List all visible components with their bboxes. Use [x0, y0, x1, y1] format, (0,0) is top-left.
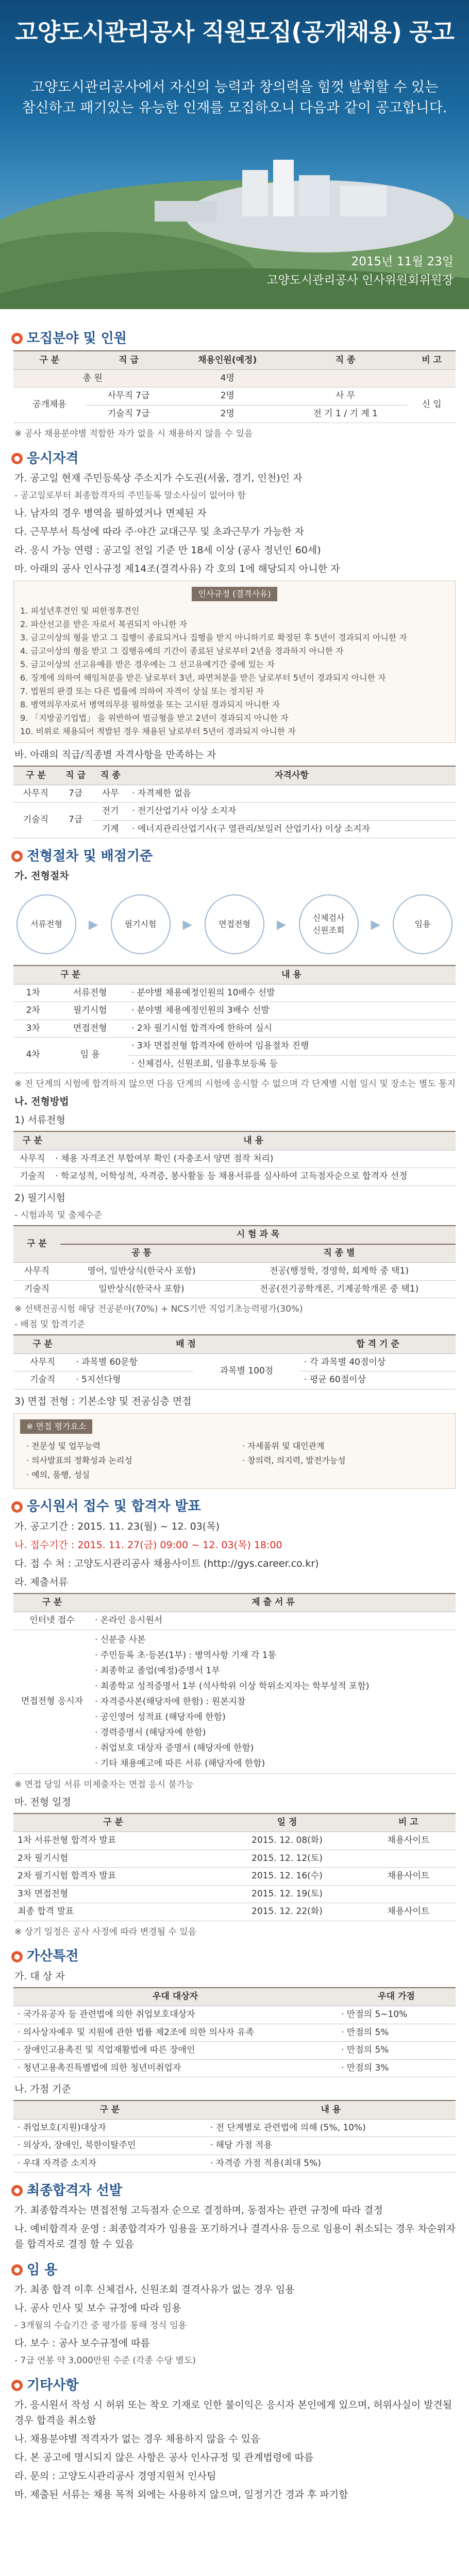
table-cell: 전공(행정학, 경영학, 회계학 중 택1) — [223, 1263, 456, 1281]
table-cell: · 만점의 3% — [337, 2059, 456, 2077]
col-header: 비 고 — [408, 351, 456, 369]
section-final-selection — [11, 2182, 458, 2252]
section-header — [11, 330, 458, 347]
col-header: 비 고 — [361, 1814, 456, 1832]
documents-table — [13, 1593, 456, 1774]
section-bonus-points — [11, 1948, 458, 2173]
col-header: 구 분 — [13, 965, 127, 984]
process-step: 서류전형 — [16, 894, 76, 954]
table-cell: · 분야별 채용예정인원의 3배수 선발 — [127, 1002, 456, 1020]
col-header: 구 분 — [13, 1335, 72, 1353]
table-cell: · 채용 자격조건 부합여부 확인 (자충조서 양면 점작 처리) — [51, 1150, 456, 1168]
text-line: 가. 공고일 현재 주민등록상 주소지가 수도권(서울, 경기, 인천)인 자 — [14, 472, 303, 484]
list-item: 1. 피성년후견인 및 피한정후견인 — [20, 606, 140, 616]
table-cell: 7급 — [58, 803, 93, 838]
col-header: 시 험 과 목 — [60, 1226, 456, 1244]
text-line: 바. 아래의 직급/직종별 자격사항을 만족하는 자 — [14, 749, 216, 760]
col-header: 구 분 — [13, 2100, 206, 2119]
table-cell: · 3차 면접전형 합격자에 한하여 임용절차 진행 — [127, 1038, 456, 1056]
main-content — [0, 309, 469, 2526]
table-cell: 3차 면접전형 — [13, 1885, 213, 1903]
bonus-target-table — [13, 1987, 456, 2078]
list-item: 5. 금고이상의 선고유예를 받은 경우에는 그 선고유예기간 중에 있는 자 — [20, 659, 275, 669]
list-item: · 전문성 및 업무능력 — [26, 1440, 100, 1451]
table-cell: · 에너지관리산업기사(구 열관리/보일러 산업기사) 이상 소지자 — [128, 820, 456, 838]
process-table — [13, 965, 456, 1073]
bonus-criteria-table — [13, 2100, 456, 2173]
subheading: 가. 전형절차 — [14, 870, 69, 882]
table-cell: · 의상자, 장애인, 북한이탈주민 — [13, 2137, 206, 2155]
bullet-icon: ● — [11, 2185, 23, 2196]
section-header — [11, 450, 458, 467]
table-cell: · 만점의 5% — [337, 2024, 456, 2042]
text-line: 라. 문의 : 고양도시관리공사 경영지원처 인사팀 — [14, 2470, 216, 2482]
table-cell: · 전기산업기사 이상 소지자 — [128, 803, 456, 821]
table-cell: 일반상식(한국사 포함) — [60, 1280, 223, 1298]
table-cell: 2차 — [13, 1002, 53, 1020]
table-cell: · 해당 가점 적용 — [206, 2137, 456, 2155]
table-cell: 사무직 — [13, 1263, 60, 1281]
table-cell — [361, 1850, 456, 1868]
section-header — [11, 2261, 458, 2279]
section-qualifications — [11, 450, 458, 838]
table-cell: 채용사이트 — [361, 1903, 456, 1921]
total-label: 총 원 — [13, 369, 172, 387]
footnote: ※ 면접 당일 서류 미제출자는 면접 응시 불가능 — [14, 1779, 194, 1790]
col-header: 직 종 — [283, 351, 408, 369]
table-cell: 3차 — [13, 1020, 53, 1038]
list-item: · 의사발표의 정확성과 논리성 — [26, 1455, 132, 1465]
col-header: 자격사항 — [128, 766, 456, 785]
intro-line: 참신하고 패기있는 유능한 인재를 모집하오니 다음과 같이 공고합니다. — [22, 100, 447, 116]
table-cell: · 자격제한 없음 — [128, 785, 456, 803]
footnote: ※ 상기 일정은 공사 사정에 따라 변경될 수 있음 — [14, 1926, 197, 1937]
subheading: 나. 가점 기준 — [14, 2083, 71, 2095]
col-header: 직 급 — [86, 351, 172, 369]
table-cell: 2015. 12. 12(토) — [213, 1850, 361, 1868]
text-line: - 7급 연봉 약 3,000만원 수준 (각종 수당 별도) — [14, 2355, 196, 2366]
process-step: 신체검사 신원조회 — [299, 894, 359, 954]
table-cell: 사무직 — [13, 1150, 51, 1168]
section-title: 기타사항 — [27, 2377, 79, 2393]
header-banner — [0, 0, 469, 309]
col-header: 직 종 별 — [223, 1244, 456, 1263]
col-header: 직 종 — [93, 766, 128, 785]
subheading-note: - 시험과목 및 출제수준 — [14, 1210, 103, 1221]
table-cell: 전기 — [93, 803, 128, 821]
list-item: 8. 병역의무자로서 병역의무를 필하였을 또는 고시된 경과되지 아니한 자 — [20, 700, 280, 709]
posting-date: 2015년 11월 23일 — [351, 255, 454, 268]
text-line: 라. 응시 가능 연령 : 공고일 전일 기준 만 18세 이상 (공사 정년인 60세) — [14, 545, 321, 556]
col-header: 제 출 서 류 — [91, 1594, 456, 1612]
table-cell — [361, 1885, 456, 1903]
col-header: 구 분 — [13, 1131, 51, 1150]
col-header: 내 용 — [206, 2100, 456, 2119]
table-cell: 인터넷 접수 — [13, 1612, 91, 1630]
subheading: 나. 전형방법 — [14, 1096, 69, 1107]
col-header: 배 점 — [72, 1335, 300, 1353]
list-item: 6. 징계에 의하여 해임처분을 받은 날로부터 3년, 파면처분을 받은 날로부터 5년이 경과되지 아니한 자 — [20, 673, 386, 683]
schedule-table — [13, 1813, 456, 1921]
col-header: 직 급 — [58, 766, 93, 785]
table-cell: 1차 서류전형 합격자 발표 — [13, 1832, 213, 1850]
table-cell: 사무 — [93, 785, 128, 803]
col-header: 우대 가점 — [337, 1988, 456, 2006]
section-header — [11, 1498, 458, 1516]
col-header: 채용인원(예정) — [172, 351, 283, 369]
subheading: 2) 필기시험 — [14, 1192, 65, 1204]
table-cell: · 만점의 5% — [337, 2042, 456, 2060]
section-title: 임 용 — [27, 2262, 58, 2278]
list-item: · 자세품위 및 대인관계 — [242, 1440, 325, 1451]
table-cell: 면접전형 — [53, 1020, 127, 1038]
section-title: 최종합격자 선발 — [27, 2182, 122, 2198]
text-line: 다. 근무부서 특성에 따라 주·야간 교대근무 및 초과근무가 가능한 자 — [14, 526, 304, 537]
section-header — [11, 2377, 458, 2394]
text-line[interactable]: 다. 접 수 처 : 고양도시관리공사 채용사이트 (http://gys.career.co.kr) — [14, 1557, 319, 1569]
subheading-note: - 배점 및 합격기준 — [14, 1319, 86, 1330]
process-flow — [16, 891, 453, 958]
table-cell: · 전 단계별로 관련법에 의해 (5%, 10%) — [206, 2119, 456, 2137]
process-step: 임용 — [393, 894, 453, 954]
section-title: 응시원서 접수 및 합격자 발표 — [27, 1499, 201, 1514]
table-cell: · 국가유공자 등 관련법에 의한 취업보호대상자 — [13, 2006, 337, 2024]
col-header: 구 분 — [13, 1594, 91, 1612]
table-cell: · 각 과목별 40점이상 — [300, 1353, 456, 1371]
text-line: 가. 공고기간 : 2015. 11. 23(월) ~ 12. 03(목) — [14, 1520, 220, 1532]
table-cell: · 자격증 가점 적용(최대 5%) — [206, 2155, 456, 2173]
col-header: 구 분 — [13, 351, 86, 369]
table-cell: 1차 — [13, 984, 53, 1002]
table-cell: 면접전형 응시자 — [13, 1630, 91, 1773]
text-line: 라. 제출서류 — [14, 1576, 68, 1588]
list-item: 2. 파산선고를 받은 자로서 복권되지 아니한 자 — [20, 619, 187, 629]
footnote: ※ 전 단계의 시험에 합격하지 않으면 다음 단계의 시험에 응시할 수 없으며 각 단계별 시험 일시 및 장소는 별도 통지 — [14, 1079, 456, 1089]
table-cell: 사 무 — [283, 387, 408, 405]
list-item: 7. 법원의 판결 또는 다른 법률에 의하여 자격이 상실 또는 정지된 자 — [20, 686, 264, 696]
table-cell: 2015. 12. 08(화) — [213, 1832, 361, 1850]
score-table — [13, 1334, 456, 1389]
text-line: 나. 공사 인사 및 보수 규정에 따라 임용 — [14, 2302, 181, 2314]
section-header — [11, 2182, 458, 2199]
disqualification-box — [13, 581, 456, 743]
box-caption: ※ 면접 평가요소 — [20, 1419, 92, 1434]
table-cell: 전공(전기공학개론, 기계공학개론 중 택1) — [223, 1280, 456, 1298]
table-cell: · 만점의 5~10% — [337, 2006, 456, 2024]
table-cell: · 5지선다형 — [72, 1371, 193, 1389]
box-caption: 인사규정 (결격사유) — [192, 587, 277, 601]
table-cell: 사무직 — [13, 1353, 72, 1371]
section-title: 모집분야 및 인원 — [27, 330, 127, 346]
text-line: 다. 본 공고에 명시되지 않은 사항은 공사 인사규정 및 관계법령에 따름 — [14, 2452, 314, 2463]
list-item: 10. 비위로 채용되어 적발된 경우 채용된 날로부터 5년이 경과되지 아니한 자 — [20, 726, 296, 736]
table-cell: 4차 — [13, 1038, 53, 1073]
table-cell: · 신분증 사본 · 주민등록 초·등본(1부) : 병역사항 기재 각 1통 · 최종학교 졸업(예정)증명서 1부 · 최종학교 성적증명서 1부 (석사학위 이상 학위소지자는 학부성적 포함) · 자격증사본(해당자에 한함) : 원본지참 · 공인영어 성적표 (해당자에 한함) · 경력증명서 (해당자에 한함) · 취업보호 대상자 증명서 (해당자에 한함) · 기타 채용예고에 따른 서류 (해당자에 한함) — [91, 1630, 456, 1773]
table-cell: 임 용 — [53, 1038, 127, 1073]
table-cell: · 평균 60점이상 — [300, 1371, 456, 1389]
section-recruitment-fields — [11, 330, 458, 440]
intro-text — [0, 77, 469, 118]
section-title: 가산특전 — [27, 1948, 79, 1964]
footnote: ※ 선택전공시험 해당 전공분야(70%) + NCS기반 직업기초능력평가(30%) — [14, 1304, 303, 1314]
posting-date-block — [266, 252, 454, 290]
exam-subject-table — [13, 1225, 456, 1299]
table-cell: · 청년고용촉진특별법에 의한 청년미취업자 — [13, 2059, 337, 2077]
table-cell: 기술직 — [13, 1168, 51, 1186]
col-header: 일 정 — [213, 1814, 361, 1832]
table-cell: · 장애인고용촉진 및 직업재활법에 따른 장애인 — [13, 2042, 337, 2060]
text-line: 마. 아래의 공사 인사규정 제14조(결격사유) 각 호의 1에 해당되지 아니한 자 — [14, 563, 340, 574]
table-cell: · 2차 필기시험 합격자에 한하여 실시 — [127, 1020, 456, 1038]
list-item: 4. 금고이상의 형을 받고 그 집행유예의 기간이 종료된 날로부터 2년을 경과하지 아니한 자 — [20, 646, 344, 656]
table-cell: 기술직 7급 — [86, 405, 172, 423]
table-cell: 기계 — [93, 820, 128, 838]
table-cell: 2015. 12. 19(토) — [213, 1885, 361, 1903]
text-line: 마. 제출된 서류는 채용 목적 외에는 사용하지 않으며, 일정기간 경과 후 파기함 — [14, 2489, 348, 2500]
table-cell: 과목별 100점 — [193, 1353, 300, 1389]
list-item: 9. 「지방공기업법」 을 위반하여 벌금형을 받고 2년이 경과되지 아니한 자 — [20, 713, 289, 723]
table-cell: 필기시험 — [53, 1002, 127, 1020]
table-cell: · 온라인 응시원서 — [91, 1612, 456, 1630]
posting-org: 고양도시관리공사 인사위원회위원장 — [266, 274, 454, 287]
arrow-right-icon: ▶ — [89, 917, 98, 931]
section-application — [11, 1498, 458, 1939]
table-cell: · 우대 자격증 소지자 — [13, 2155, 206, 2173]
text-line: - 공고일로부터 최종합격자의 주민등록 말소사실이 없어야 함 — [14, 490, 246, 501]
table-cell: 영어, 일반상식(한국사 포함) — [60, 1263, 223, 1281]
table-cell: · 과목별 60문항 — [72, 1353, 193, 1371]
table-cell: 사무직 7급 — [86, 387, 172, 405]
table-cell: 2차 필기시험 — [13, 1850, 213, 1868]
table-cell: 신 입 — [408, 387, 456, 423]
list-item: · 창의력, 의지력, 발전가능성 — [242, 1455, 346, 1465]
bullet-icon: ● — [11, 333, 23, 344]
table-cell: 채용사이트 — [361, 1868, 456, 1886]
footnote: ※ 공사 채용분야별 적합한 자가 없을 시 채용하지 않을 수 있음 — [14, 429, 253, 439]
bullet-icon: ● — [11, 1951, 23, 1962]
table-cell: 기술직 — [13, 1371, 72, 1389]
col-header: 내 용 — [127, 965, 456, 984]
document-screening-table — [13, 1131, 456, 1186]
text-line: 나. 접수기간 : 2015. 11. 27(금) 09:00 ~ 12. 03(목) 18:00 — [14, 1539, 282, 1551]
section-appointment — [11, 2261, 458, 2367]
table-cell: 7급 — [58, 785, 93, 803]
recruitment-table — [13, 350, 456, 423]
table-cell: 2명 — [172, 387, 283, 405]
table-cell: 2015. 12. 22(화) — [213, 1903, 361, 1921]
total-count: 4명 — [172, 369, 283, 387]
table-cell: · 학교성적, 어학성적, 자격증, 봉사활동 등 채용서류를 심사하여 고득점자순으로 합격자 선정 — [51, 1168, 456, 1186]
qualification-table — [13, 766, 456, 838]
section-title: 응시자격 — [27, 450, 79, 466]
process-step: 면접전형 — [205, 894, 264, 954]
text-line: - 3개월의 수습기간 중 평가를 통해 정식 임용 — [14, 2320, 187, 2331]
table-cell: 2명 — [172, 405, 283, 423]
subheading: 3) 면접 전형 : 기본소양 및 전공심층 면접 — [14, 1395, 192, 1407]
section-header — [11, 1948, 458, 1965]
table-cell: 2차 필기시험 합격자 발표 — [13, 1868, 213, 1886]
col-header: 구 분 — [13, 1226, 60, 1263]
intro-line: 고양도시관리공사에서 자신의 능력과 창의력을 힘껏 발휘할 수 있는 — [30, 79, 439, 95]
arrow-right-icon: ▶ — [371, 917, 380, 931]
bullet-icon: ● — [11, 1501, 23, 1513]
table-cell: · 의사상자예우 및 지원에 관한 법률 제2조에 의한 의사자 유족 — [13, 2024, 337, 2042]
col-header: 내 용 — [51, 1131, 456, 1150]
text-line: 나. 예비합격자 운영 : 최종합격자가 임용을 포기하거나 결격사유 등으로 임용이 취소되는 경우 차순위자를 합격자로 결정 할 수 있음 — [14, 2223, 456, 2250]
table-cell: 최종 합격 발표 — [13, 1903, 213, 1921]
table-cell: 기술직 — [13, 1280, 60, 1298]
col-header: 우대 대상자 — [13, 1988, 337, 2006]
text-line: 다. 보수 : 공사 보수규정에 따름 — [14, 2337, 150, 2349]
bullet-icon: ● — [11, 2264, 23, 2276]
text-line: 가. 최종 합격 이후 신체검사, 신원조회 결격사유가 없는 경우 임용 — [14, 2284, 295, 2295]
table-cell: 서류전형 — [53, 984, 127, 1002]
table-cell: · 신체검사, 신원조회, 임용후보등록 등 — [127, 1055, 456, 1073]
text-line: 나. 남자의 경우 병역을 필하였거나 면제된 자 — [14, 507, 207, 519]
subheading: 마. 전형 일정 — [14, 1796, 71, 1808]
section-other — [11, 2377, 458, 2502]
col-header: 구 분 — [13, 766, 58, 785]
section-selection-process — [11, 848, 458, 1489]
table-cell: 전 기 1 / 기 계 1 — [283, 405, 408, 423]
arrow-right-icon: ▶ — [277, 917, 287, 931]
section-header — [11, 848, 458, 865]
text-line: 가. 최종합격자는 면접전형 고득점자 순으로 결정하며, 동점자는 관련 규정에 따라 결정 — [14, 2205, 383, 2216]
table-cell: 2015. 12. 16(수) — [213, 1868, 361, 1886]
table-cell: · 취업보호(지원)대상자 — [13, 2119, 206, 2137]
text-line: 나. 채용분야별 적격자가 없는 경우 채용하지 않을 수 있음 — [14, 2433, 260, 2445]
col-header: 공 통 — [60, 1244, 223, 1263]
text-line: 가. 응시원서 작성 시 허위 또는 착오 기재로 인한 불이익은 응시자 본인에게 있으며, 허위사실이 발견될 경우 합격을 취소함 — [14, 2399, 453, 2426]
table-cell: 사무직 — [13, 785, 58, 803]
table-cell: 채용사이트 — [361, 1832, 456, 1850]
interview-criteria-box — [13, 1413, 456, 1489]
process-step: 필기시험 — [111, 894, 171, 954]
subheading: 가. 대 상 자 — [14, 1970, 65, 1982]
section-title: 전형절차 및 배점기준 — [27, 848, 153, 864]
list-item: 3. 금고이상의 형을 받고 그 집행이 종료되거나 집행을 받지 아니하기로 확정된 후 5년이 경과되지 아니한 자 — [20, 633, 407, 642]
subheading: 1) 서류전형 — [14, 1114, 65, 1126]
table-cell: · 분야별 채용예정인원의 10배수 선발 — [127, 984, 456, 1002]
bullet-icon: ● — [11, 851, 23, 862]
page-title: 고양도시관리공사 직원모집(공개채용) 공고 — [15, 18, 454, 46]
bullet-icon: ● — [11, 453, 23, 464]
table-cell: 기술직 — [13, 803, 58, 838]
col-header: 합 격 기 준 — [300, 1335, 456, 1353]
arrow-right-icon: ▶ — [182, 917, 192, 931]
table-cell: 공개채용 — [13, 387, 86, 423]
bullet-icon: ● — [11, 2380, 23, 2391]
col-header: 구 분 — [13, 1814, 213, 1832]
list-item: · 예의, 품행, 성실 — [26, 1469, 90, 1480]
